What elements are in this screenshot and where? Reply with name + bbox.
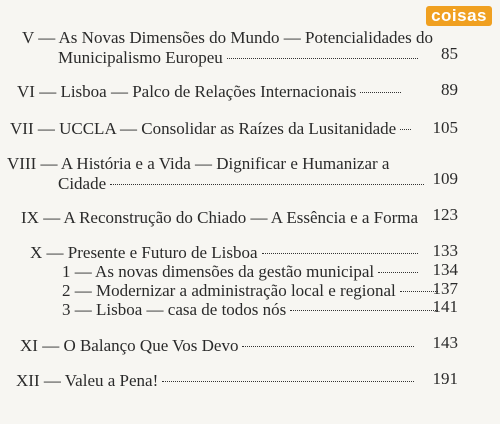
leader-dots — [110, 184, 424, 185]
toc-subentry-title: 2 — Modernizar a administração local e regional — [62, 281, 396, 300]
toc-entry-title: VII — UCCLA — Consolidar as Raízes da Lusitanidade — [10, 119, 397, 138]
leader-dots — [227, 58, 418, 59]
toc-entry-viii — [7, 154, 389, 174]
toc-subentry-title: 3 — Lisboa — casa de todos nós — [62, 300, 287, 319]
toc-entry-title-line1: VIII — A História e a Vida — Dignificar e Humanizar a — [7, 154, 390, 173]
toc-page-number: 105 — [432, 118, 458, 137]
toc-page-number: 133 — [432, 241, 458, 260]
toc-entry-title: IX — A Reconstrução do Chiado — A Essência e a Forma — [21, 208, 419, 227]
toc-entry-v — [22, 28, 433, 48]
toc-page-number: 141 — [432, 297, 458, 316]
watermark-logo: coisas — [426, 6, 492, 26]
toc-entry-title: VI — Lisboa — Palco de Relações Internacionais — [17, 82, 357, 101]
toc-page-number: 109 — [432, 169, 458, 188]
toc-entry-title: XI — O Balanço Que Vos Devo — [20, 336, 239, 355]
toc-page-number: 134 — [432, 260, 458, 279]
toc-page-number: 85 — [441, 44, 458, 63]
toc-entry-title: X — Presente e Futuro de Lisboa — [30, 243, 258, 262]
toc-page-number: 137 — [432, 279, 458, 298]
leader-dots — [242, 346, 414, 347]
leader-dots — [162, 381, 414, 382]
leader-dots — [262, 253, 418, 254]
toc-entry-title-line1: V — As Novas Dimensões do Mundo — Potencialidades do — [22, 28, 433, 47]
toc-page-number: 123 — [432, 205, 458, 224]
toc-entry-title: XII — Valeu a Pena! — [16, 371, 159, 390]
toc-entry-title-line2: Cidade — [58, 174, 107, 193]
toc-page-number: 143 — [432, 333, 458, 352]
toc-page-number: 191 — [432, 369, 458, 388]
toc-page-number: 89 — [441, 80, 458, 99]
toc-subentry-title: 1 — As novas dimensões da gestão municipal — [62, 262, 375, 281]
toc-entry-title-line2: Municipalismo Europeu — [58, 48, 223, 67]
leader-dots — [360, 92, 401, 93]
